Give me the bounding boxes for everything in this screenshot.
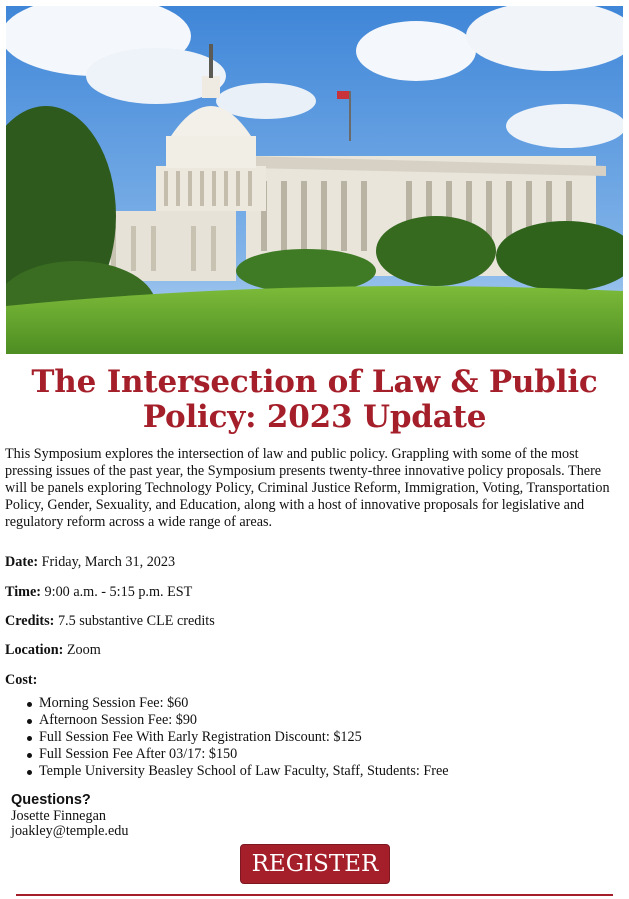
- date-label: Date:: [5, 554, 39, 570]
- register-button[interactable]: REGISTER: [240, 844, 390, 884]
- time-label: Time:: [5, 584, 41, 600]
- location-value: Zoom: [66, 642, 101, 658]
- cost-list: [26, 695, 449, 780]
- cost-item: Full Session Fee After 03/17: $150: [26, 746, 449, 763]
- questions-heading: Questions?: [11, 792, 91, 808]
- cost-item: Full Session Fee With Early Registration Discount: $125: [26, 729, 449, 746]
- credits-field: [5, 613, 215, 630]
- cost-item: Afternoon Session Fee: $90: [26, 712, 449, 729]
- contact-name: Josette Finnegan: [11, 807, 106, 824]
- footer-divider: [16, 894, 613, 896]
- capitol-illustration: [6, 6, 623, 354]
- credits-label: Credits:: [5, 613, 55, 629]
- contact-block: [11, 793, 128, 840]
- time-field: [5, 584, 192, 601]
- cost-field: [5, 672, 37, 689]
- cost-item: Morning Session Fee: $60: [26, 695, 449, 712]
- capitol-hero-image: [6, 6, 623, 354]
- time-value: 9:00 a.m. - 5:15 p.m. EST: [44, 584, 193, 600]
- cost-item: Temple University Beasley School of Law Faculty, Staff, Students: Free: [26, 763, 449, 780]
- symposium-description: This Symposium explores the intersection of law and public policy. Grappling with some of the most pressing issues of the past year, the Symposium presents twenty-three innovative policy proposals. There will be panels exploring Technology Policy, Criminal Justice Reform, Immigration, Voting, Transportation Policy, Gender, Sexuality, and Education, along with a host of innovative proposals for legislative and regulatory reform across a wide range of areas.: [5, 446, 610, 530]
- contact-email[interactable]: joakley@temple.edu: [11, 823, 129, 839]
- date-value: Friday, March 31, 2023: [41, 554, 176, 570]
- cost-label: Cost:: [5, 672, 38, 688]
- date-field: [5, 554, 175, 571]
- location-label: Location:: [5, 642, 64, 658]
- credits-value: 7.5 substantive CLE credits: [57, 613, 215, 629]
- page-title: The Intersection of Law & Public Policy: 2023 Update: [31, 364, 598, 435]
- location-field: [5, 642, 101, 659]
